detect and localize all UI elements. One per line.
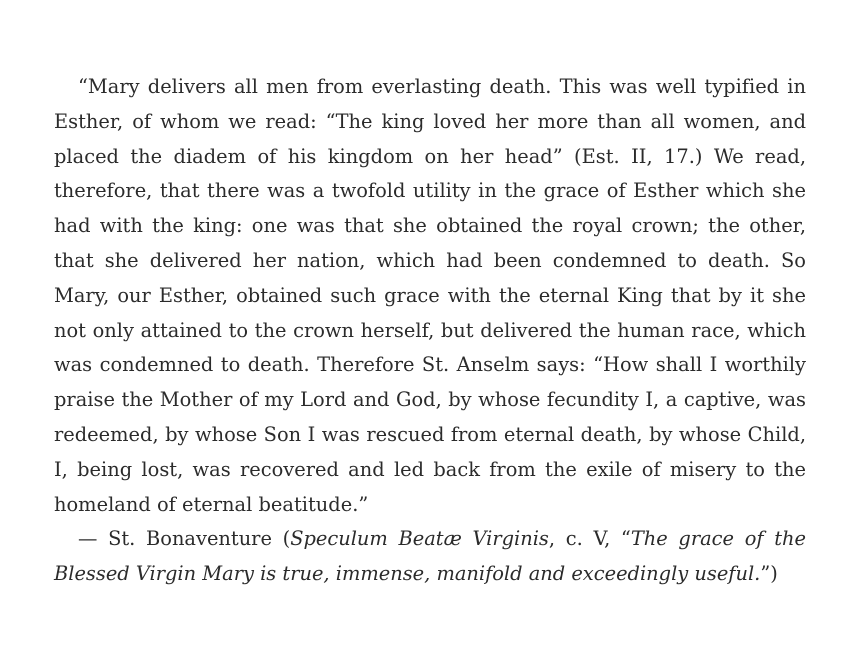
quote-paragraph: “Mary delivers all men from everlasting death. This was well typified in Esther, of whom we read: “The king loved her more than all women, and placed the diadem of his kingdom on her head” (Est. II, 17.) We read, therefore, that there was a twofold utility in the grace of Esther which she had with the king: one was that she obtained the royal crown; the other, that she delivered her nation, which had been condemned to death. So Mary, our Esther, obtained such grace with the eternal King that by it she not only attained to the crown herself, but delivered the human race, which was condemned to death. Therefore St. Anselm says: “How shall I worthily praise the Mother of my Lord and God, by whose fecundity I, a captive, was redeemed, by whose Son I was rescued from eternal death, by whose Child, I, being lost, was recovered and led back from the exile of misery to the homeland of eternal beatitude.” xyxy=(54,75,806,516)
work-title: Speculum Beatæ Virginis xyxy=(290,527,549,551)
chapter-title: The grace of the Blessed Virgin Mary is true, immense, manifold and exceedingly useful. xyxy=(54,527,807,586)
attribution-prefix: — St. Bonaventure ( xyxy=(78,527,291,551)
attribution-middle: , c. V, “ xyxy=(548,527,631,551)
document-page xyxy=(54,70,806,592)
attribution-line xyxy=(54,522,806,592)
attribution-suffix: ”) xyxy=(760,562,778,586)
